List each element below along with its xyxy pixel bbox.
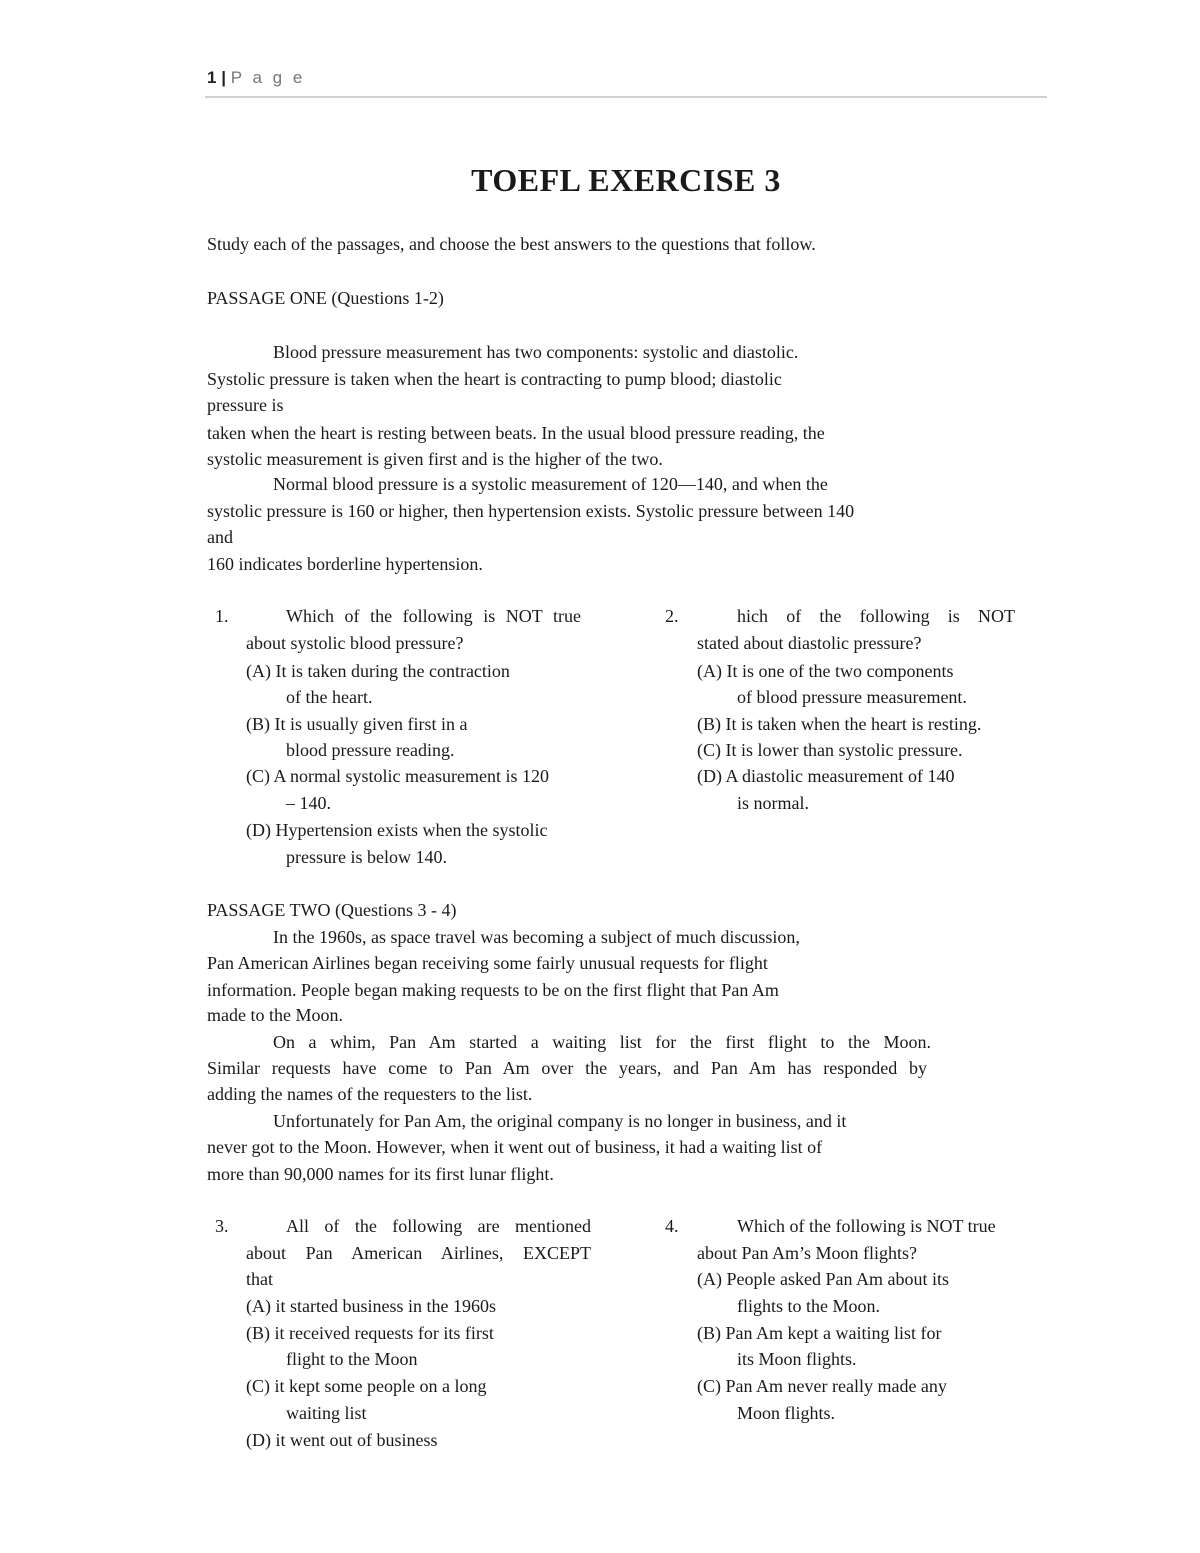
instructions: Study each of the passages, and choose the best answers to the questions that follow. xyxy=(207,234,816,254)
passage-two-line: Unfortunately for Pan Am, the original company is no longer in business, and it xyxy=(273,1111,847,1131)
passage-one-line: Systolic pressure is taken when the heart is contracting to pump blood; diastolic xyxy=(207,369,782,389)
page-header xyxy=(207,68,305,88)
answer-option: (A) It is one of the two components xyxy=(697,661,954,681)
question-stem: that xyxy=(246,1269,273,1289)
answer-option: (B) Pan Am kept a waiting list for xyxy=(697,1323,942,1343)
answer-option-cont: flights to the Moon. xyxy=(737,1296,880,1316)
answer-option: (A) it started business in the 1960s xyxy=(246,1296,496,1316)
question-number: 4. xyxy=(665,1216,679,1236)
passage-one-line: pressure is xyxy=(207,395,284,415)
answer-option: (C) A normal systolic measurement is 120 xyxy=(246,766,549,786)
passage-two-line: made to the Moon. xyxy=(207,1005,343,1025)
answer-option-cont: its Moon flights. xyxy=(737,1349,857,1369)
answer-option-cont: of the heart. xyxy=(286,687,373,707)
passage-two-line: more than 90,000 names for its first lunar flight. xyxy=(207,1164,554,1184)
answer-option: (C) it kept some people on a long xyxy=(246,1376,487,1396)
question-stem: Which of the following is NOT true xyxy=(737,1216,996,1236)
passage-two-line: adding the names of the requesters to the list. xyxy=(207,1084,533,1104)
passage-two-line: On a whim, Pan Am started a waiting list for the first flight to the Moon. xyxy=(273,1032,931,1052)
question-stem: stated about diastolic pressure? xyxy=(697,633,922,653)
question-number: 1. xyxy=(215,606,229,626)
passage-two-line: Pan American Airlines began receiving some fairly unusual requests for flight xyxy=(207,953,768,973)
answer-option: (C) It is lower than systolic pressure. xyxy=(697,740,963,760)
answer-option-cont: flight to the Moon xyxy=(286,1349,418,1369)
answer-option: (A) It is taken during the contraction xyxy=(246,661,510,681)
answer-option-cont: is normal. xyxy=(737,793,809,813)
answer-option-cont: – 140. xyxy=(286,793,331,813)
passage-one-line: taken when the heart is resting between beats. In the usual blood pressure reading, the xyxy=(207,423,825,443)
question-stem: Which of the following is NOT true xyxy=(286,606,581,626)
page-title: TOEFL EXERCISE 3 xyxy=(471,162,781,198)
answer-option-cont: blood pressure reading. xyxy=(286,740,455,760)
answer-option: (D) it went out of business xyxy=(246,1430,438,1450)
passage-one-line: systolic pressure is 160 or higher, then hypertension exists. Systolic pressure between 140 xyxy=(207,501,855,521)
question-number: 2. xyxy=(665,606,679,626)
passage-two-heading: PASSAGE TWO (Questions 3 - 4) xyxy=(207,900,457,920)
passage-one-heading: PASSAGE ONE (Questions 1-2) xyxy=(207,288,444,308)
answer-option-cont: pressure is below 140. xyxy=(286,847,447,867)
answer-option: (D) A diastolic measurement of 140 xyxy=(697,766,955,786)
question-stem: about Pan Am’s Moon flights? xyxy=(697,1243,917,1263)
passage-two-line: Similar requests have come to Pan Am over the years, and Pan Am has responded by xyxy=(207,1058,927,1078)
answer-option: (B) it received requests for its first xyxy=(246,1323,494,1343)
header-rule xyxy=(205,96,1047,98)
passage-two-line: In the 1960s, as space travel was becoming a subject of much discussion, xyxy=(273,927,800,947)
page-separator: | xyxy=(221,68,226,87)
passage-one-line: Blood pressure measurement has two components: systolic and diastolic. xyxy=(273,342,799,362)
answer-option: (B) It is taken when the heart is resting. xyxy=(697,714,982,734)
question-number: 3. xyxy=(215,1216,229,1236)
passage-one-line: systolic measurement is given first and is the higher of the two. xyxy=(207,449,663,469)
passage-two-line: never got to the Moon. However, when it went out of business, it had a waiting list of xyxy=(207,1137,823,1157)
page-label: P a g e xyxy=(230,68,306,87)
question-stem: hich of the following is NOT xyxy=(737,606,1015,626)
passage-one-line: and xyxy=(207,527,233,547)
answer-option-cont: Moon flights. xyxy=(737,1403,836,1423)
answer-option: (C) Pan Am never really made any xyxy=(697,1376,947,1396)
answer-option: (D) Hypertension exists when the systolic xyxy=(246,820,548,840)
passage-two-line: information. People began making requests to be on the first flight that Pan Am xyxy=(207,980,779,1000)
question-stem: about Pan American Airlines, EXCEPT xyxy=(246,1243,591,1263)
passage-one-line: Normal blood pressure is a systolic measurement of 120—140, and when the xyxy=(273,474,828,494)
answer-option-cont: waiting list xyxy=(286,1403,367,1423)
question-stem: All of the following are mentioned xyxy=(286,1216,591,1236)
question-stem: about systolic blood pressure? xyxy=(246,633,464,653)
answer-option-cont: of blood pressure measurement. xyxy=(737,687,967,707)
answer-option: (A) People asked Pan Am about its xyxy=(697,1269,949,1289)
page-number: 1 xyxy=(207,68,217,87)
passage-one-line: 160 indicates borderline hypertension. xyxy=(207,554,483,574)
answer-option: (B) It is usually given first in a xyxy=(246,714,468,734)
